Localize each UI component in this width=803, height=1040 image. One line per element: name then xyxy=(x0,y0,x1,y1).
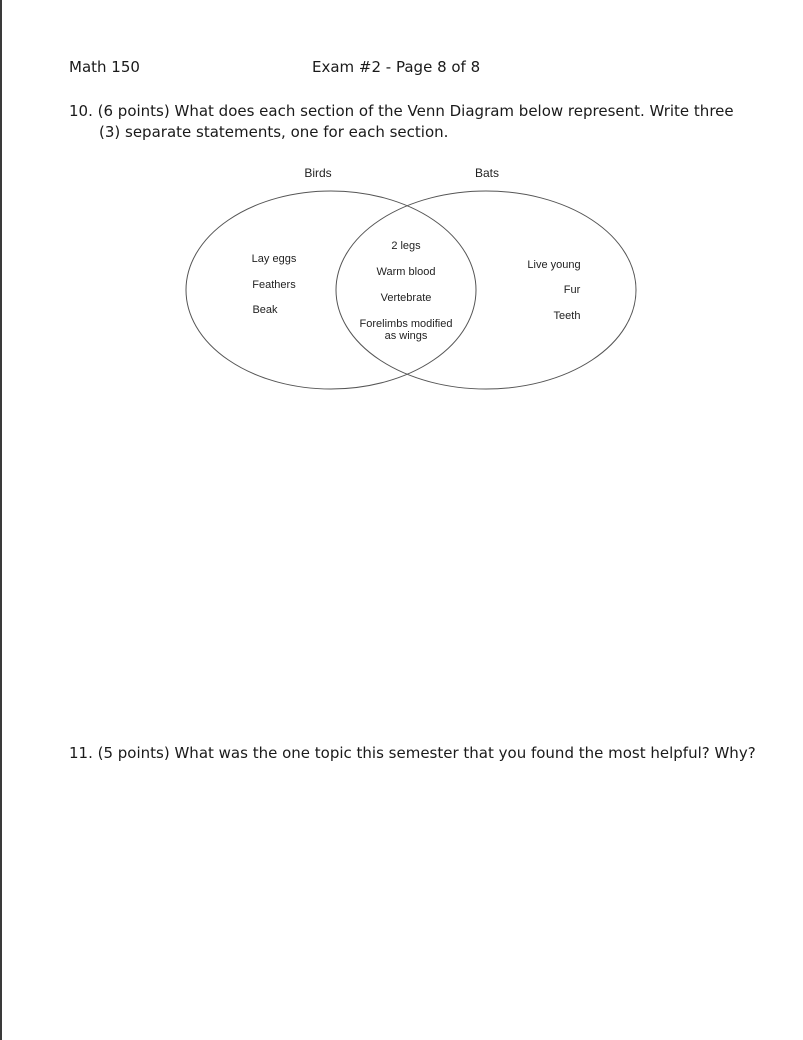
birds-only-item: Lay eggs xyxy=(251,253,297,265)
question-10-text-2: (3) separate statements, one for each section. xyxy=(99,123,449,141)
birds-circle xyxy=(186,191,476,389)
exam-page-title: Exam #2 - Page 8 of 8 xyxy=(312,58,481,76)
shared-item: 2 legs xyxy=(391,240,421,252)
bats-only-item: Fur xyxy=(563,284,581,296)
shared-item: Warm blood xyxy=(376,266,436,278)
course-name: Math 150 xyxy=(69,58,140,76)
bats-circle xyxy=(336,191,636,389)
shared-item-continued: as wings xyxy=(384,330,428,342)
birds-only-item: Beak xyxy=(252,304,278,316)
bats-only-item: Teeth xyxy=(553,310,581,322)
shared-item: Vertebrate xyxy=(380,292,432,304)
shared-item: Forelimbs modified xyxy=(359,318,453,330)
birds-only-item: Feathers xyxy=(252,279,296,291)
birds-label: Birds xyxy=(304,166,332,180)
question-11: 11. (5 points) What was the one topic this semester that you found the most helpful? Why? xyxy=(69,744,756,762)
bats-only-item: Live young xyxy=(527,259,581,271)
bats-label: Bats xyxy=(474,166,500,180)
question-10-number: 10. xyxy=(69,102,93,120)
question-10-text-1: (6 points) What does each section of the Venn Diagram below represent. Write three xyxy=(97,102,734,120)
